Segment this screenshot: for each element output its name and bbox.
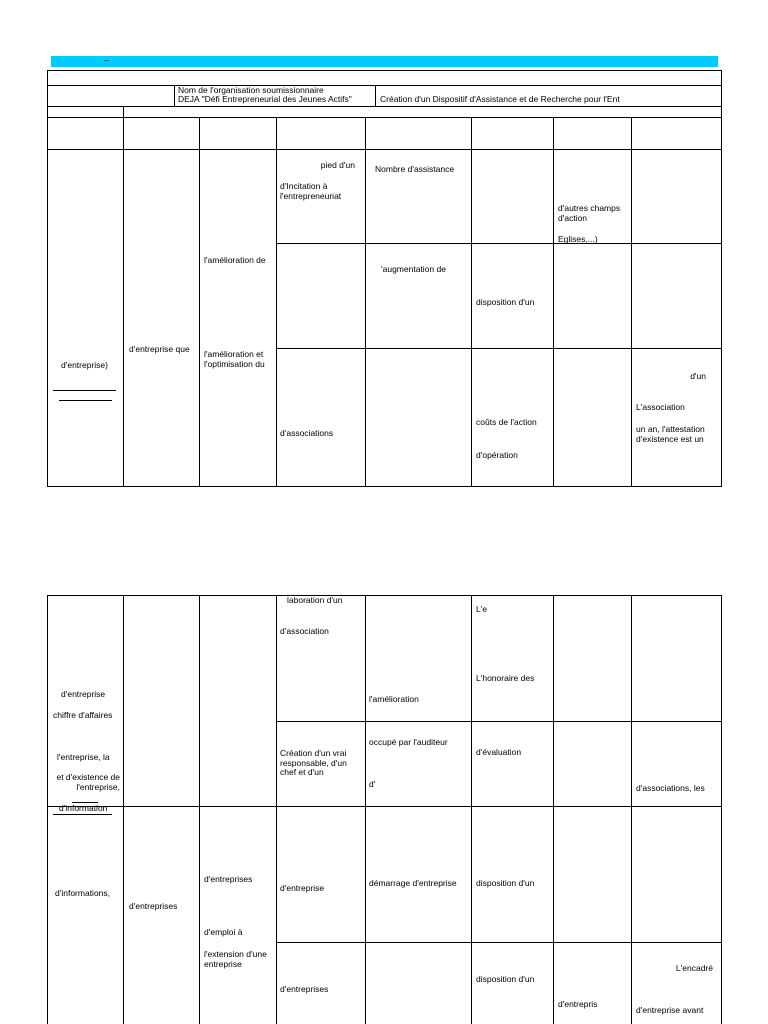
org-name: DEJA "Défi Entrepreneurial des Jeunes Actifs" (178, 94, 352, 104)
t1-v-c8 (631, 117, 632, 487)
t1-inner-h1 (276, 243, 722, 244)
t1-c2-entreprise-que: d'entreprise que (129, 344, 190, 354)
t2-c1-existence: et d'existence de l'entreprise, (56, 772, 120, 792)
t1-v-c3 (199, 117, 200, 487)
t2-inner-h2 (276, 942, 722, 943)
t1-c5-nombre: Nombre d'assistance (375, 164, 455, 174)
t1-v-sub (123, 106, 124, 117)
t1-c4-pied: pied d'un (320, 160, 355, 170)
t1-v-c2 (123, 117, 124, 487)
t1-c5-augmentation: 'augmentation de (381, 264, 446, 274)
t2-c4-association: d'association (280, 626, 329, 636)
t1-line-2 (47, 85, 722, 86)
t2-c3-emploi: d'emploi à (204, 927, 243, 937)
t2-c1-information: d'information (59, 803, 108, 813)
t1-line-3 (47, 106, 722, 107)
t2-c1-chiffre: chiffre d'affaires (53, 710, 113, 720)
t2-v-c8 (631, 595, 632, 1024)
t1-v-c6 (471, 117, 472, 487)
t1-v-head-1 (174, 85, 175, 106)
t2-c6-le: L'e (476, 604, 488, 614)
header-highlight-bar (51, 56, 718, 67)
org-label: Nom de l'organisation soumissionnaire (178, 85, 324, 95)
t2-c6-honoraire: L'honoraire des (476, 673, 535, 683)
t1-c1-rule-1 (53, 390, 116, 391)
t2-inner-h1 (276, 721, 722, 722)
t2-c7-entrepris: d'entrepris (558, 999, 598, 1009)
t2-c1-rule-2 (53, 814, 112, 815)
t1-c6-couts: coûts de l'action (476, 417, 537, 427)
t1-c3-amelioration-de: l'amélioration de (204, 255, 266, 265)
t1-c7-eglises: Eglises,...) (558, 234, 598, 244)
t1-v-c5 (365, 117, 366, 487)
t1-inner-h2 (276, 348, 722, 349)
t1-c7-autres: d'autres champs d'action (558, 203, 621, 223)
t2-c4-creation: Création d'un vrai responsable, d'un chef et d'un (280, 748, 347, 777)
t1-c6-operation: d'opération (476, 450, 518, 460)
t1-c4-associations: d'associations (280, 428, 334, 438)
t2-c5-amelioration: l'amélioration (369, 694, 419, 704)
t2-c8-avant: d'entreprise avant (636, 1005, 704, 1015)
t2-c5-demarrage: démarrage d'entreprise (369, 878, 457, 888)
t1-line-4 (47, 117, 722, 118)
t1-v-c4 (276, 117, 277, 487)
t2-v-right (721, 595, 722, 1024)
t1-v-c7 (553, 117, 554, 487)
t1-line-5 (47, 149, 722, 150)
t2-c4-entreprises: d'entreprises (280, 984, 329, 994)
t2-c6-disposition-1: disposition d'un (476, 878, 535, 888)
t2-c3-extension: l'extension d'une entreprise (204, 949, 267, 969)
t2-v-c4 (276, 595, 277, 1024)
t2-c8-encadre: L'encadré (675, 963, 713, 973)
t1-c8-association: L'association (636, 402, 685, 412)
t1-c1-entreprise: d'entreprise) (61, 360, 108, 370)
t2-c3-entreprises: d'entreprises (204, 874, 253, 884)
t1-c3-amelioration-opt: l'amélioration et l'optimisation du (204, 349, 265, 369)
t2-v-c6 (471, 595, 472, 1024)
t1-v-right (721, 70, 722, 487)
t2-c1-informations: d'informations, (55, 888, 111, 898)
project-title: Création d'un Dispositif d'Assistance et de Recherche pour l'Ent (380, 94, 620, 104)
t2-c6-evaluation: d'évaluation (476, 747, 522, 757)
t2-c6-disposition-2: disposition d'un (476, 974, 535, 984)
t2-c4-entreprise: d'entreprise (280, 883, 325, 893)
t1-c8-dun: d'un (690, 371, 706, 381)
t2-c4-elaboration: laboration d'un (287, 595, 343, 605)
t1-c4-incitation: d'Incitation à l'entrepreneuriat (280, 181, 342, 201)
t2-c1-lentreprise: l'entreprise, la (57, 752, 110, 762)
t1-line-bottom (47, 486, 722, 487)
t2-c5-occupe: occupé par l'auditeur (369, 737, 448, 747)
t2-v-c2 (123, 595, 124, 1024)
t2-c8-associations: d'associations, les (636, 783, 705, 793)
t1-v-head-2 (375, 85, 376, 106)
t2-v-c5 (365, 595, 366, 1024)
t1-c8-an: un an, l'attestation d'existence est un (636, 424, 705, 444)
t2-line-top (47, 595, 722, 596)
t2-c1-entreprise: d'entreprise (61, 689, 106, 699)
t2-line-mid (47, 806, 722, 807)
t2-v-c3 (199, 595, 200, 1024)
t2-v-c7 (553, 595, 554, 1024)
t2-c1-rule-1 (72, 802, 98, 803)
t2-v-left (47, 595, 48, 1024)
t1-line-top (47, 70, 722, 71)
header-dash: – (104, 55, 110, 65)
t1-c6-disposition: disposition d'un (476, 297, 535, 307)
t1-c1-rule-2 (59, 400, 112, 401)
t2-c2-entreprises: d'entreprises (129, 901, 178, 911)
t2-c5-d: d' (369, 779, 376, 789)
t1-v-left (47, 70, 48, 487)
